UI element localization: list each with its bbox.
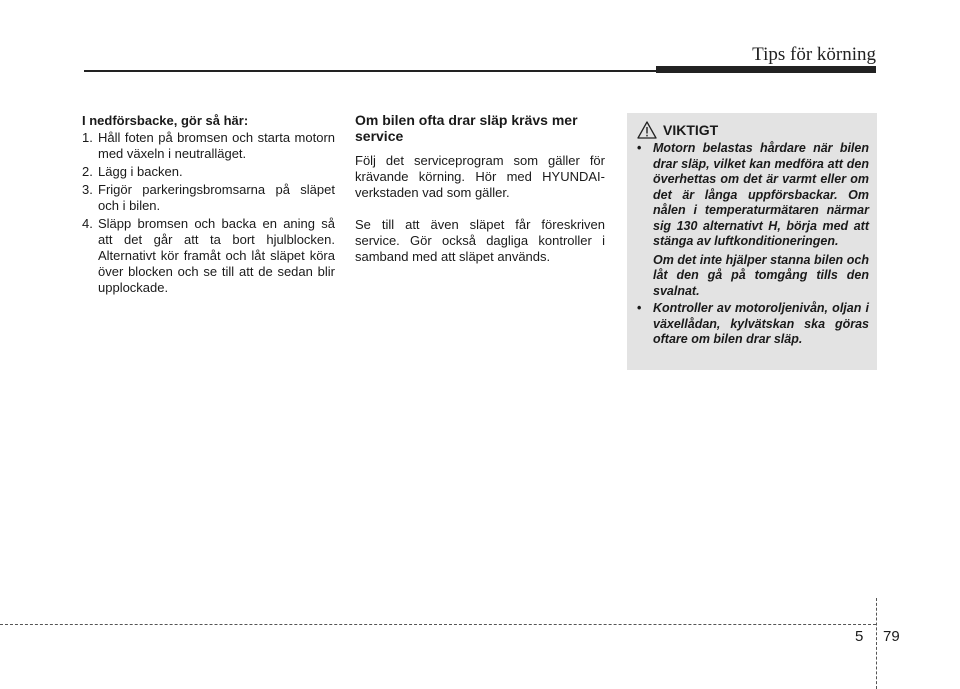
- warning-title: VIKTIGT: [663, 122, 719, 138]
- list-item: [635, 141, 869, 299]
- step-number: 1.: [82, 130, 93, 145]
- paragraph: Se till att även släpet får föreskriven service. Gör också dagliga kontroller i samband med att släpet används.: [355, 217, 605, 264]
- header-rule-accent: [656, 66, 876, 73]
- warning-text: Kontroller av motoroljenivån, oljan i växellådan, kylvätskan ska göras oftare om bilen drar släp.: [653, 301, 869, 346]
- warning-text: Motorn belastas hårdare när bilen drar släp, vilket kan medföra att den överhettas om det är varmt eller om det är långa uppförsbackar. Om nålen i temperaturmätaren närmar sig 130 alternativt H, börja med att stänga av luftkonditioneringen.: [653, 141, 869, 248]
- running-header: Tips för körning: [752, 44, 876, 65]
- list-item: [82, 182, 335, 214]
- list-item: [82, 164, 335, 180]
- paragraph: Följ det serviceprogram som gäller för krävande körning. Hör med HYUNDAI-verkstaden vad som gäller.: [355, 153, 605, 200]
- steps-list: [82, 130, 335, 296]
- left-column: [82, 113, 335, 298]
- bullet-icon: •: [637, 141, 642, 155]
- warning-list: [635, 141, 869, 348]
- step-number: 2.: [82, 164, 93, 179]
- warning-header: [637, 121, 869, 139]
- step-text: Lägg i backen.: [98, 164, 183, 179]
- bullet-icon: •: [637, 301, 642, 315]
- chapter-number: 5: [855, 628, 864, 645]
- footer-divider: [876, 598, 877, 689]
- page-number: 79: [883, 628, 900, 645]
- step-number: 3.: [82, 182, 93, 197]
- step-text: Släpp bromsen och backa en aning så att det går att ta bort hjulblocken. Alternativt kör framåt och låt släpet köra över blocken och se till att de sedan blir upplockade.: [98, 216, 335, 295]
- list-item: [82, 130, 335, 162]
- footer-rule: [0, 624, 876, 625]
- step-text: Håll foten på bromsen och starta motorn med växeln i neutralläget.: [98, 130, 335, 161]
- list-item: [82, 216, 335, 296]
- warning-subtext: Om det inte hjälper stanna bilen och låt den gå på tomgång tills den svalnat.: [653, 252, 869, 298]
- warning-triangle-icon: [637, 121, 657, 139]
- header-rule: [84, 70, 700, 72]
- section-heading: Om bilen ofta drar släp krävs mer service: [355, 112, 578, 144]
- step-text: Frigör parkeringsbromsarna på släpet och i bilen.: [98, 182, 335, 213]
- list-item: [635, 301, 869, 348]
- section-lead: I nedförsbacke, gör så här:: [82, 113, 249, 128]
- middle-column: [355, 112, 605, 281]
- warning-box: [627, 113, 877, 370]
- step-number: 4.: [82, 216, 93, 231]
